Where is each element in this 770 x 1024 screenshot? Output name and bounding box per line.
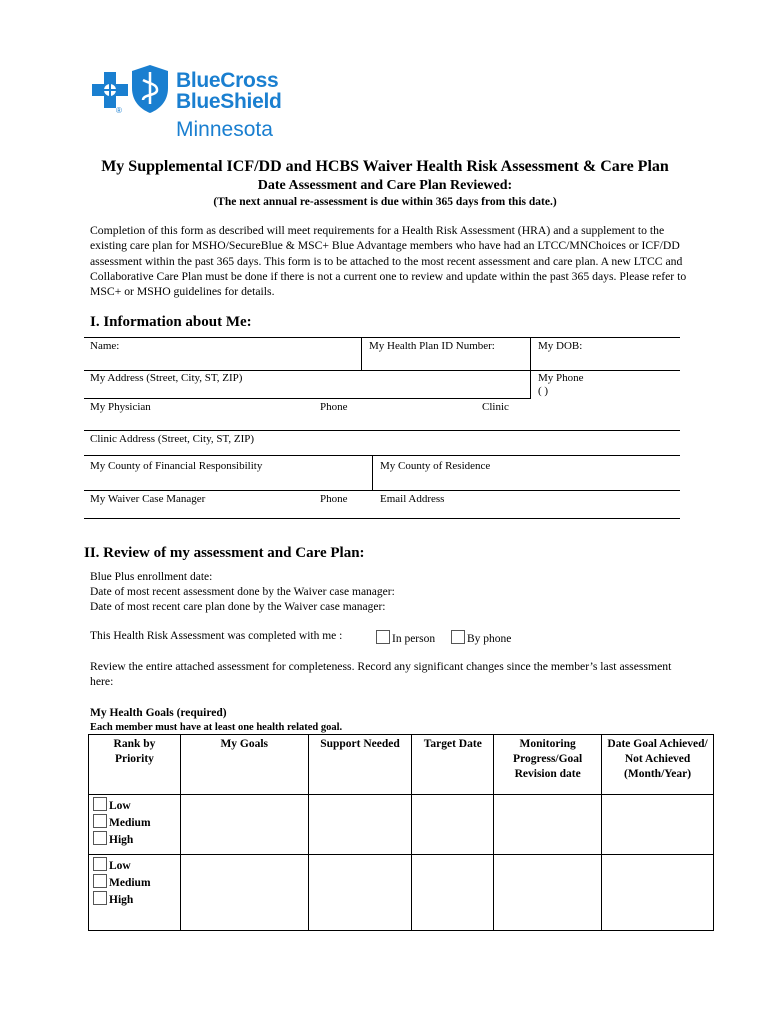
physician-field[interactable]: My Physician	[90, 401, 151, 413]
col-target-date: Target Date	[412, 735, 494, 795]
achieved-cell[interactable]	[602, 795, 714, 855]
low-checkbox[interactable]	[93, 857, 107, 871]
logo-bluecross: BlueCross	[176, 69, 279, 92]
goal-cell[interactable]	[180, 855, 308, 931]
page-title: My Supplemental ICF/DD and HCBS Waiver Health Risk Assessment & Care Plan	[101, 158, 669, 175]
reassessment-note: (The next annual re-assessment is due within 365 days from this date.)	[213, 196, 557, 208]
section1-heading: I. Information about Me:	[90, 314, 252, 330]
physician-phone-field[interactable]: Phone	[320, 401, 348, 413]
medium-checkbox[interactable]	[93, 874, 107, 888]
col-support: Support Needed	[308, 735, 412, 795]
logo-minnesota: Minnesota	[176, 118, 273, 141]
completed-with-label: This Health Risk Assessment was completed with me :	[90, 630, 343, 642]
recent-assessment-label: Date of most recent assessment done by the Waiver case manager:	[90, 586, 395, 598]
dob-field[interactable]: My DOB:	[538, 340, 583, 352]
in-person-option[interactable]	[376, 630, 435, 645]
county-residence-field[interactable]: My County of Residence	[380, 460, 491, 472]
enrollment-date-label: Blue Plus enrollment date:	[90, 571, 213, 583]
phone-field[interactable]: My Phone	[538, 372, 584, 384]
bcbs-logo	[92, 64, 312, 144]
medium-checkbox[interactable]	[93, 814, 107, 828]
section2-heading: II. Review of my assessment and Care Plan:	[84, 545, 365, 561]
priority-low[interactable]: Low	[93, 857, 176, 874]
date-reviewed-label: Date Assessment and Care Plan Reviewed:	[257, 178, 513, 193]
col-goals: My Goals	[180, 735, 308, 795]
col-rank: Rank by Priority	[89, 735, 181, 795]
achieved-cell[interactable]	[602, 855, 714, 931]
by-phone-label: By phone	[467, 633, 512, 645]
shield-icon	[130, 64, 170, 114]
health-goals-title: My Health Goals (required)	[90, 707, 227, 719]
monitoring-cell[interactable]	[494, 855, 602, 931]
priority-cell	[89, 855, 181, 931]
address-field[interactable]: My Address (Street, City, ST, ZIP)	[90, 372, 243, 384]
registered-mark: ®	[116, 106, 122, 115]
clinic-address-field[interactable]: Clinic Address (Street, City, ST, ZIP)	[90, 433, 255, 445]
clinic-field[interactable]: Clinic	[482, 401, 509, 413]
case-manager-phone-field[interactable]: Phone	[320, 493, 348, 505]
priority-medium[interactable]: Medium	[93, 814, 176, 831]
health-goals-table	[88, 734, 714, 931]
table-row	[89, 795, 714, 855]
priority-low[interactable]: Low	[93, 797, 176, 814]
high-checkbox[interactable]	[93, 891, 107, 905]
priority-cell	[89, 795, 181, 855]
table-row	[89, 855, 714, 931]
high-checkbox[interactable]	[93, 831, 107, 845]
target-date-cell[interactable]	[412, 795, 494, 855]
support-cell[interactable]	[308, 855, 412, 931]
recent-care-plan-label: Date of most recent care plan done by the Waiver case manager:	[90, 601, 386, 613]
support-cell[interactable]	[308, 795, 412, 855]
county-financial-field[interactable]: My County of Financial Responsibility	[90, 460, 263, 472]
cross-icon	[92, 72, 128, 108]
in-person-label: In person	[392, 633, 436, 645]
priority-high[interactable]: High	[93, 891, 176, 908]
by-phone-option[interactable]	[451, 630, 511, 645]
goals-header-row	[89, 735, 714, 795]
name-field[interactable]: Name:	[90, 340, 120, 352]
target-date-cell[interactable]	[412, 855, 494, 931]
case-manager-field[interactable]: My Waiver Case Manager	[90, 493, 206, 505]
review-instructions: Review the entire attached assessment for completeness. Record any significant changes since the member’s last assessment here:	[90, 660, 672, 689]
col-achieved: Date Goal Achieved/ Not Achieved (Month/Year)	[602, 735, 714, 795]
intro-paragraph: Completion of this form as described will meet requirements for a Health Risk Assessment (HRA) and a supplement to the existing care plan for MSHO/SecureBlue & MSC+ Blue Advantage members who have had an LTCC/MNChoices or ICF/DD assessment within the past 365 days. This form is to be attached to the most recent assessment and care plan. A new LTCC and Collaborative Care Plan must be done if there is not a current one to review and update within the past 365 days. Please refer to MSC+ or MSHO guidelines for details.	[90, 224, 687, 299]
by-phone-checkbox[interactable]	[451, 630, 465, 644]
logo-blueshield: BlueShield	[176, 90, 282, 113]
goal-cell[interactable]	[180, 795, 308, 855]
email-field[interactable]: Email Address	[380, 493, 445, 505]
priority-high[interactable]: High	[93, 831, 176, 848]
monitoring-cell[interactable]	[494, 795, 602, 855]
health-plan-id-field[interactable]: My Health Plan ID Number:	[369, 340, 495, 352]
low-checkbox[interactable]	[93, 797, 107, 811]
health-goals-note: Each member must have at least one health related goal.	[90, 722, 343, 733]
col-monitoring: Monitoring Progress/Goal Revision date	[494, 735, 602, 795]
in-person-checkbox[interactable]	[376, 630, 390, 644]
phone-area-code[interactable]: ( )	[538, 385, 549, 397]
priority-medium[interactable]: Medium	[93, 874, 176, 891]
